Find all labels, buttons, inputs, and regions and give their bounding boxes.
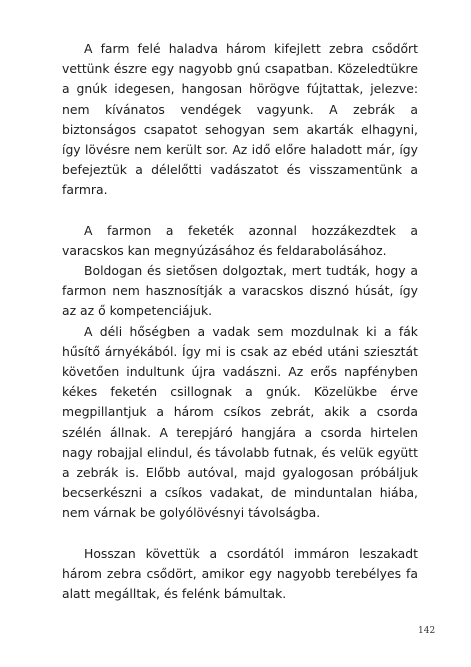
- paragraph-farm-skinning: A farmon a feketék azonnal hozzákezdtek a varacskos kan megnyúzásához és feldarabolásához.: [62, 222, 418, 258]
- paragraph-afternoon-hunt: A déli hőségben a vadak sem mozdulnak ki a fák hűsítő árnyékából. Így mi is csak az ebéd utáni sziesztát követően indultunk újra vadászni. Az erős napfényben kékes feketén csillognak a gnúk. Közelükbe érve megpillantjuk a három csíkos zebrát, akik a csorda szélén állnak. A terepjáró hangjára a csorda hirtelen nagy robajjal elindul, és távolabb futnak, és velük együtt a zebrák is. Előbb autóval, majd gyalogosan próbáljuk becserkészni a csíkos vadakat, de minduntalan hiába, nem várnak be golyólövésnyi távolságba.: [62, 323, 418, 521]
- document-page: [62, 39, 418, 604]
- paragraph-workers-happy: Boldogan és sietősen dolgoztak, mert tudták, hogy a farmon nem hasznosítják a varacskos disznó húsát, így az az ő kompetenciájuk.: [62, 263, 418, 319]
- paragraph-zebras-stopped: Hosszan követtük a csordától immáron leszakadt három zebra csődört, amikor egy nagyobb terebélyes fa alatt megálltak, és felénk bámultak.: [62, 545, 418, 602]
- paragraph-zebra-sighting: A farm felé haladva három kifejlett zebra csődőrt vettünk észre egy nagyobb gnú csapatban. Közeledtükre a gnúk idegesen, hangosan hörögve fújtattak, jelezve: nem kívánatos vendégek vagyunk. A zebrák a biztonságos csapatot sehogyan sem akarták elhagyni, így lövésre nem került sor. Az idő előre haladott már, így befejeztük a délelőtti vadászatot és visszamentünk a farmra.: [62, 41, 418, 198]
- page-number: 142: [418, 626, 436, 636]
